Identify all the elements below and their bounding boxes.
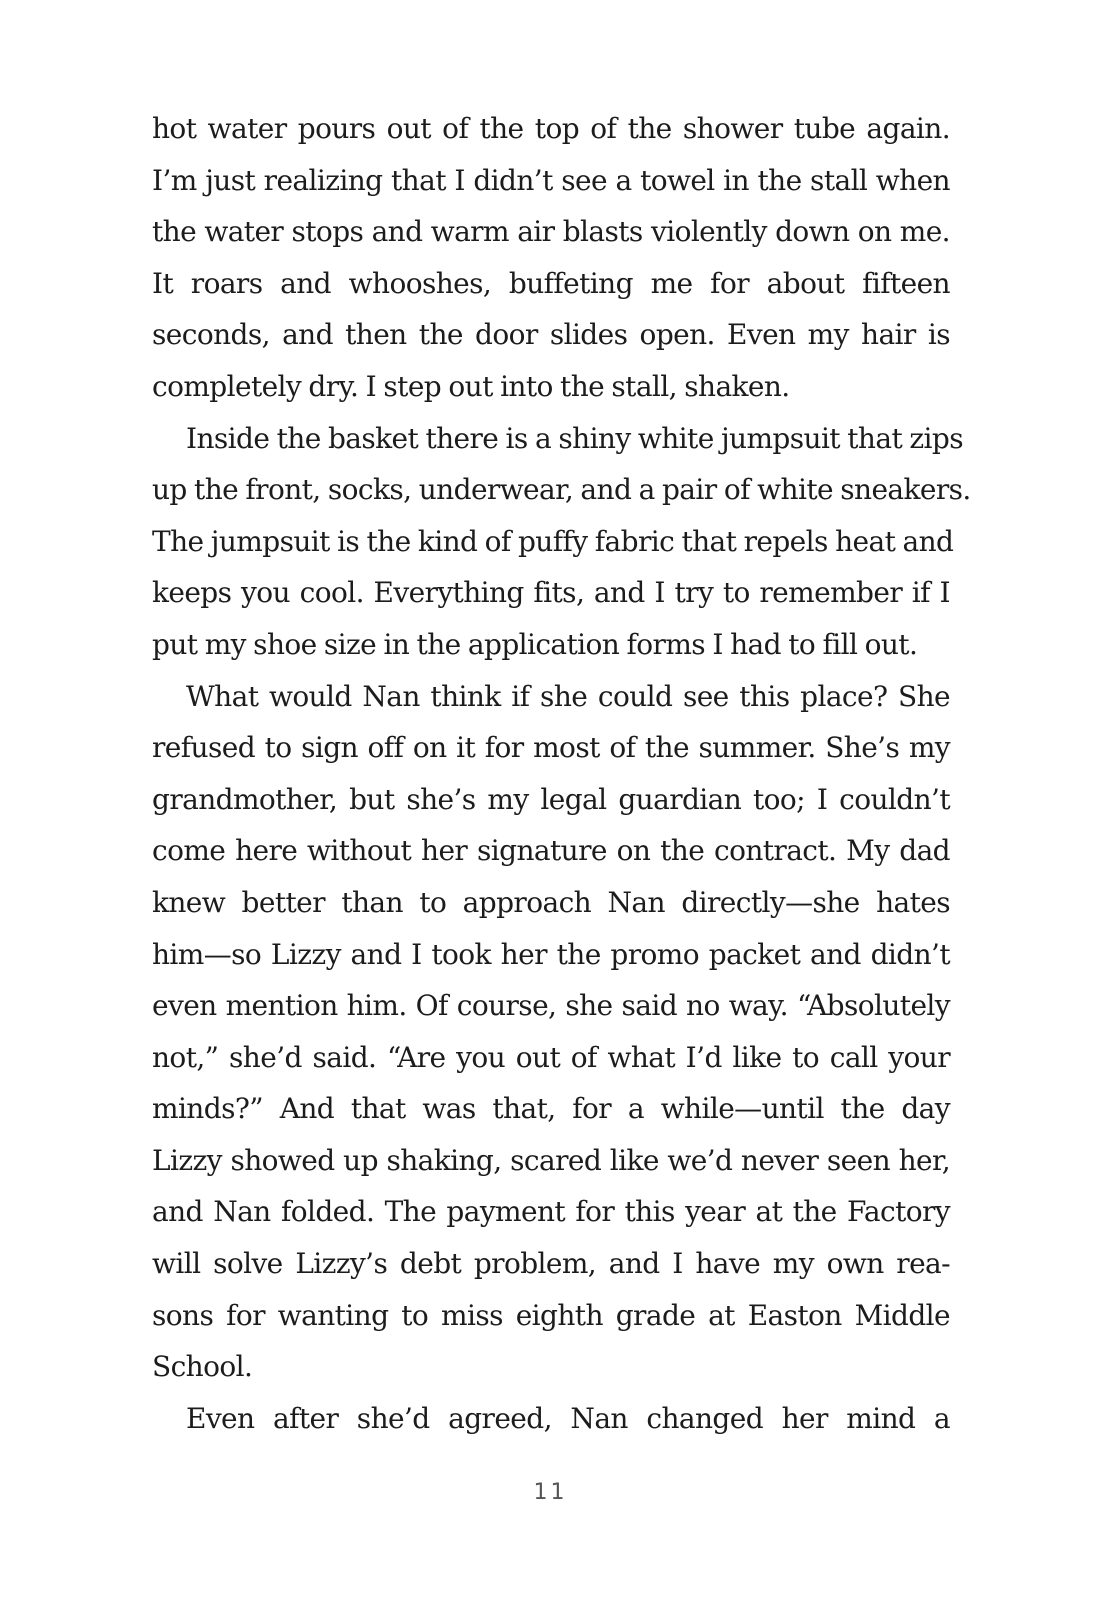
page-number: 11	[533, 1480, 568, 1505]
text-line: grandmother, but she’s my legal guardian too; I couldn’t	[152, 782, 950, 816]
text-line: and Nan folded. The payment for this year at the Factory	[152, 1195, 950, 1229]
text-line: keeps you cool. Everything fits, and I try to remember if I	[152, 576, 950, 610]
text-line: The jumpsuit is the kind of puffy fabric that repels heat and	[152, 524, 954, 558]
text-line: knew better than to approach Nan directly—she hates	[152, 885, 950, 919]
text-line: Even after she’d agreed, Nan changed her mind a	[186, 1401, 950, 1435]
text-line: even mention him. Of course, she said no way. “Absolutely	[152, 989, 950, 1023]
text-line: What would Nan think if she could see this place? She	[186, 679, 950, 713]
text-line: hot water pours out of the top of the shower tube again.	[152, 112, 950, 145]
text-line: the water stops and warm air blasts violently down on me.	[152, 215, 950, 249]
body-text	[152, 103, 971, 1444]
text-line: put my shoe size in the application forms I had to fill out.	[152, 627, 918, 661]
text-line: seconds, and then the door slides open. Even my hair is	[152, 318, 950, 352]
text-line: minds?” And that was that, for a while—until the day	[152, 1092, 950, 1126]
text-line: him—so Lizzy and I took her the promo packet and didn’t	[152, 937, 950, 971]
text-line: completely dry. I step out into the stall, shaken.	[152, 369, 790, 403]
text-line: up the front, socks, underwear, and a pair of white sneakers.	[152, 473, 971, 507]
text-line: will solve Lizzy’s debt problem, and I have my own rea-	[152, 1247, 950, 1281]
text-line: not,” she’d said. “Are you out of what I’d like to call your	[152, 1040, 950, 1074]
text-line: sons for wanting to miss eighth grade at Easton Middle	[152, 1298, 950, 1332]
text-line: I’m just realizing that I didn’t see a towel in the stall when	[152, 163, 950, 197]
text-line: Inside the basket there is a shiny white jumpsuit that zips	[186, 421, 963, 455]
text-line: Lizzy showed up shaking, scared like we’d never seen her,	[152, 1143, 950, 1177]
text-line: School.	[152, 1350, 253, 1384]
text-line: It roars and whooshes, buffeting me for about fifteen	[152, 266, 950, 300]
text-line: refused to sign off on it for most of the summer. She’s my	[152, 731, 950, 765]
text-line: come here without her signature on the contract. My dad	[152, 834, 950, 868]
